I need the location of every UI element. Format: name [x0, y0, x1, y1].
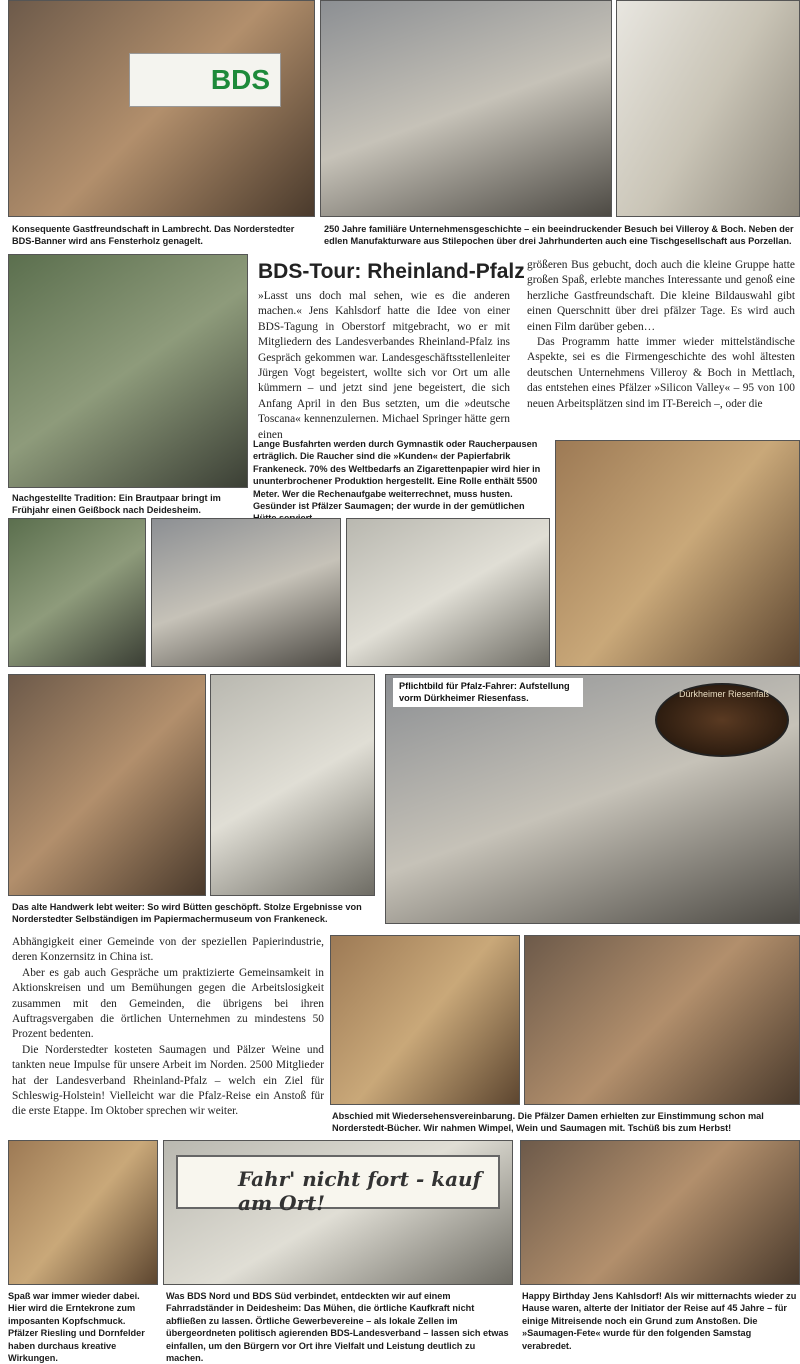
- article-paragraph: größeren Bus gebucht, doch auch die kleine Gruppe hatte großen Spaß, erlebte manches Interessante und genoß eine herzliche Gastfreundschaft. Die kleine Bildauswahl gibt einen Querschnitt über drei pfälzer Tage. Es wird auch einen Film darüber geben…: [527, 259, 795, 333]
- photo-paper-museum-frame: [8, 674, 206, 896]
- article-column-1: [258, 289, 510, 443]
- photo-paper-rolls: [346, 518, 550, 667]
- photo-birthday-party: [520, 1140, 800, 1285]
- photo-paper-scooping: [210, 674, 375, 896]
- photo-farewell-books: [330, 935, 520, 1105]
- photo-porcelain-table: [616, 0, 800, 217]
- photo-restaurant-hut: [555, 440, 800, 667]
- caption-lambrecht: Konsequente Gastfreundschaft in Lambrecht. Das Norderstedter BDS-Banner wird ans Fensterholz genagelt.: [12, 224, 295, 247]
- photo-riesenfass-group: [385, 674, 800, 924]
- article-paragraph: Abhängigkeit einer Gemeinde von der speziellen Papierindustrie, deren Konzernsitz in China ist.: [12, 936, 324, 964]
- article-paragraph: Die Norderstedter kosteten Saumagen und Pälzer Weine und tankten neue Impulse für unsere Arbeit im Norden. 2500 Mitglieder hat der Landesverband Rheinland-Pfalz – welch ein Ziel für Schleswig-Holstein! Vielleicht war die Pfalz-Reise ein Anstoß für die erste Etappe. Im Oktober sprechen wir weiter.: [12, 1043, 324, 1118]
- photo-smokers-break: [151, 518, 341, 667]
- bike-rack-sign: Fahr' nicht fort - kauf am Ort!: [176, 1155, 500, 1209]
- caption-farewell: Abschied mit Wiedersehensvereinbarung. Die Pfälzer Damen erhielten zur Einstimmung schon mal Norderstedt-Bücher. Wir nahmen Wimpel, Wein und Saumagen mit. Tschüß bis zum Herbst!: [332, 1111, 764, 1134]
- photo-farewell-pennant: [524, 935, 800, 1105]
- caption-paper-museum: Das alte Handwerk lebt weiter: So wird Bütten geschöpft. Stolze Ergebnisse von Norderstedter Selbständigen im Papiermachermuseum von Frankeneck.: [12, 902, 362, 925]
- article-column-2: [527, 258, 795, 412]
- caption-birthday: Happy Birthday Jens Kahlsdorf! Als wir mitternachts wieder zu Hause waren, alterte der Initiator der Reise auf 45 Jahre – für einige Mitreisende noch ein Grund zum Anstoßen. Die »Saumagen-Fete« wurde für den folgenden Samstag verabredet.: [522, 1291, 797, 1351]
- photo-villeroy-group: [320, 0, 612, 217]
- caption-bus-paper: Lange Busfahrten werden durch Gymnastik oder Raucherpausen erträglich. Die Raucher sind die »Kunden« der Papierfabrik Frankeneck. 70% des Weltbedarfs an Zigarettenpapier wird hier in ununterbrochener Produktion hergestellt. Eine Rolle enthält 5500 Meter. Wer die Rechenaufgabe weiterrechnet, muss husten. Gesünder ist Pfälzer Saumagen; der wurde in der gemütlichen: [253, 439, 541, 512]
- photo-harvest-crown: [8, 1140, 158, 1285]
- photo-lambrecht-banner: [8, 0, 315, 217]
- caption-bride-goat: Nachgestellte Tradition: Ein Brautpaar bringt im Frühjahr einen Geißbock nach Deidesheim.: [12, 493, 221, 516]
- photo-bike-rack-sign: [163, 1140, 513, 1285]
- caption-harvest-crown: Spaß war immer wieder dabei. Hier wird die Erntekrone zum imposanten Kopfschmuck. Pfälzer Riesling und Dornfelder haben durchaus kreative Wirkungen.: [8, 1291, 145, 1364]
- article-paragraph: »Lasst uns doch mal sehen, wie es die anderen machen.« Jens Kahlsdorf hatte die Idee von einer BDS-Tagung in Oberstorf mitgebracht, wo er mit Mitgliedern des Landesverbandes Rheinland-Pfalz ins Gespräch gekommen war. Landesgeschäftsstellenleiter Jürgen Vogt begeistert, wollte sich vor Ort um alle kümmern – und jetzt sind jene begeistert, die sich Anfang April in den Bus setzten, um die »deutsche Toscana« kennenzulernen. Michael Springer hätte gern einen: [258, 290, 510, 441]
- bds-banner: BDS: [129, 53, 281, 107]
- article-title: BDS-Tour: Rheinland-Pfalz: [258, 260, 525, 283]
- article-paragraph: Das Programm hatte immer wieder mittelständische Aspekte, sei es die Firmengeschichte des wohl ältesten deutschen Unternehmens Villeroy & Boch in Mettlach, das entstehen eines Pfälzer »Silicon Valley« – 95 von 100 neuen Arbeitsplätzen sind im IT-Bereich –, oder die: [527, 336, 795, 410]
- photo-bus-gymnastics: [8, 518, 146, 667]
- riesenfass-label: Dürkheimer Riesenfaß: [678, 689, 769, 699]
- article-column-3: [12, 935, 324, 1120]
- caption-bike-rack: Was BDS Nord und BDS Süd verbindet, entdeckten wir auf einem Fahrradständer in Deidesheim: Das Mühen, die örtliche Kaufkraft nicht abfließen zu lassen. Örtliche Gewerbevereine – als lokale Zellen im übergeordneten politisch agierenden BDS-Landesverband – lassen sich etwas einfallen, um den Bürgern vor Ort ihre Vielfalt und Leistung deutlich zu machen.: [166, 1291, 509, 1364]
- caption-villeroy: 250 Jahre familiäre Unternehmensgeschichte – ein beeindruckender Besuch bei Villeroy & Boch. Neben der edlen Manufakturware aus Stilepochen über drei Jahrhunderten auch eine Tischgesellschaft aus Porzellan.: [324, 224, 794, 247]
- article-paragraph: Aber es gab auch Gespräche um praktizierte Gemeinsamkeit in Aktionskreisen und um Bemühungen gegen die Arbeitslosigkeit zusammen mit den Gemeinden, die übrigens bei ihren Auftragsvergaben die örtlichen Unternehmen zu mindestens 50 Prozent bedenten.: [12, 966, 324, 1041]
- caption-riesenfass: Pflichtbild für Pfalz-Fahrer: Aufstellung vorm Dürkheimer Riesenfass.: [393, 678, 583, 707]
- photo-bride-goat-statue: [8, 254, 248, 488]
